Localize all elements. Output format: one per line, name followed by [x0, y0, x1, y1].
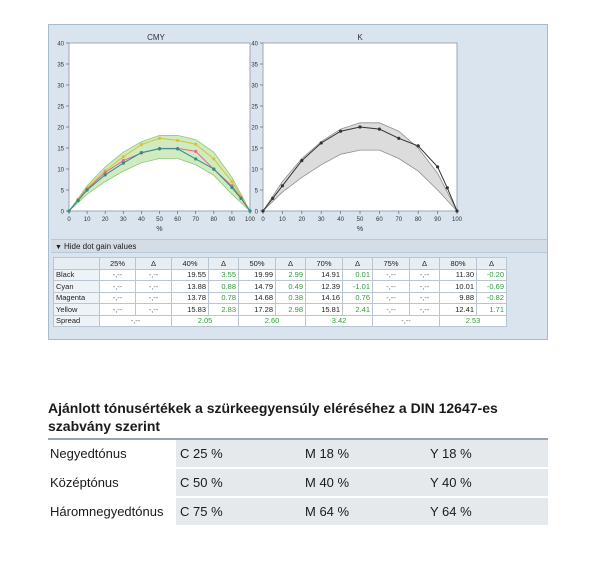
gain-cell: -,--	[410, 281, 440, 293]
k-chart-title: K	[357, 33, 363, 42]
triangle-down-icon: ▼	[55, 244, 62, 251]
gain-row-magenta	[54, 292, 507, 304]
k-x-axis-label: %	[356, 226, 364, 233]
cmy-x-tick-label: 0	[67, 217, 71, 223]
k-y-tick-label: 30	[251, 83, 258, 90]
tone-row	[48, 439, 548, 468]
cmy-x-tick-label: 10	[83, 217, 91, 223]
cmy-data-point	[76, 199, 79, 202]
gain-delta-cell: 3.55	[209, 269, 239, 281]
gain-cell: -,--	[410, 269, 440, 281]
gain-table-header-row	[54, 258, 507, 270]
k-data-point	[261, 209, 264, 212]
k-x-tick-label: 70	[395, 217, 403, 223]
k-x-tick-label: 0	[261, 217, 265, 223]
cmy-y-tick-label: 20	[57, 125, 64, 132]
gain-header-cell: 25%	[100, 258, 136, 270]
gain-cell: -,--	[100, 304, 136, 316]
row-label: Black	[54, 269, 100, 281]
gain-cell: -,--	[373, 281, 410, 293]
k-data-point	[320, 141, 323, 144]
k-y-tick-label: 10	[251, 167, 258, 174]
cmy-y-tick-label: 5	[60, 188, 64, 195]
k-chart	[251, 33, 462, 233]
spread-cell: -,--	[373, 315, 440, 327]
gain-delta-cell: 0.38	[276, 292, 306, 304]
gain-row-spread	[54, 315, 507, 327]
k-data-point	[397, 137, 400, 140]
gain-cell: 19.99	[239, 269, 276, 281]
tone-y: Y 64 %	[426, 497, 548, 526]
gain-header-cell: 70%	[306, 258, 343, 270]
cmy-y-tick-label: 10	[57, 167, 64, 174]
k-x-tick-label: 80	[414, 217, 422, 223]
k-x-tick-label: 100	[451, 217, 463, 223]
gain-cell: 11.30	[440, 269, 477, 281]
hide-dot-gain-toggle[interactable]	[51, 239, 547, 253]
gain-cell: 13.78	[172, 292, 209, 304]
gain-cell: -,--	[373, 269, 410, 281]
gain-cell: -,--	[100, 281, 136, 293]
tone-y: Y 18 %	[426, 439, 548, 468]
gain-header-cell: Δ	[136, 258, 172, 270]
gain-header-cell: Δ	[276, 258, 306, 270]
cmy-data-point	[86, 188, 89, 191]
row-label: Spread	[54, 315, 100, 327]
gain-delta-cell: 0.88	[209, 281, 239, 293]
cmy-data-point	[194, 150, 197, 153]
gain-cell: -,--	[136, 292, 172, 304]
k-data-point	[446, 186, 449, 189]
cmy-x-tick-label: 80	[210, 217, 218, 223]
tone-c: C 50 %	[176, 468, 301, 497]
cmy-data-point	[176, 139, 179, 142]
cmy-x-tick-label: 90	[228, 217, 236, 223]
tone-table	[48, 438, 548, 527]
gain-cell: -,--	[410, 304, 440, 316]
gain-row-cyan	[54, 281, 507, 293]
gain-delta-cell: 2.99	[276, 269, 306, 281]
k-data-point	[300, 159, 303, 162]
cmy-data-point	[67, 209, 70, 212]
k-data-point	[281, 184, 284, 187]
gain-header-cell	[54, 258, 100, 270]
k-x-tick-label: 60	[376, 217, 383, 223]
k-data-point	[378, 128, 381, 131]
gain-delta-cell: -0.69	[477, 281, 507, 293]
k-x-tick-label: 40	[337, 217, 344, 223]
gain-header-cell: 80%	[440, 258, 477, 270]
cmy-data-point	[230, 186, 233, 189]
dot-gain-panel	[48, 24, 548, 340]
k-y-tick-label: 20	[251, 125, 258, 132]
tone-c: C 75 %	[176, 497, 301, 526]
cmy-y-tick-label: 35	[57, 62, 64, 69]
gain-delta-cell: 0.01	[343, 269, 373, 281]
tone-m: M 18 %	[301, 439, 426, 468]
gain-cell: 10.01	[440, 281, 477, 293]
gain-delta-cell: -0.20	[477, 269, 507, 281]
gain-cell: -,--	[136, 304, 172, 316]
gain-cell: 14.91	[306, 269, 343, 281]
gain-header-cell: Δ	[209, 258, 239, 270]
cmy-data-point	[122, 162, 125, 165]
toggle-label: Hide dot gain values	[63, 242, 137, 251]
gain-cell: -,--	[136, 281, 172, 293]
gain-header-cell: Δ	[410, 258, 440, 270]
cmy-x-tick-label: 60	[174, 217, 181, 223]
gain-cell: 15.81	[306, 304, 343, 316]
tone-label: Negyedtónus	[48, 439, 176, 468]
cmy-y-tick-label: 30	[57, 83, 64, 90]
gain-cell: 13.88	[172, 281, 209, 293]
gain-delta-cell: -1.01	[343, 281, 373, 293]
cmy-data-point	[239, 197, 242, 200]
k-data-point	[455, 209, 458, 212]
row-label: Cyan	[54, 281, 100, 293]
cmy-y-tick-label: 0	[60, 209, 64, 216]
spread-cell: 3.42	[306, 315, 373, 327]
cmy-data-point	[104, 173, 107, 176]
spread-cell: 2.60	[239, 315, 306, 327]
gain-delta-cell: 1.71	[477, 304, 507, 316]
gain-cell: -,--	[373, 292, 410, 304]
cmy-data-point	[122, 155, 125, 158]
gain-cell: 17.28	[239, 304, 276, 316]
cmy-data-point	[194, 143, 197, 146]
cmy-data-point	[194, 157, 197, 160]
cmy-x-tick-label: 30	[119, 217, 127, 223]
dot-gain-charts	[49, 25, 549, 237]
cmy-y-tick-label: 25	[57, 104, 64, 111]
gain-cell: 12.39	[306, 281, 343, 293]
k-data-point	[436, 165, 439, 168]
gain-cell: -,--	[100, 269, 136, 281]
dot-gain-table	[53, 257, 507, 327]
k-x-tick-label: 10	[279, 217, 286, 223]
gain-delta-cell: 2.98	[276, 304, 306, 316]
cmy-y-tick-label: 15	[57, 146, 64, 153]
cmy-x-tick-label: 50	[156, 217, 163, 223]
cmy-data-point	[158, 137, 161, 140]
row-label: Yellow	[54, 304, 100, 316]
gain-cell: 9.88	[440, 292, 477, 304]
gain-cell: -,--	[136, 269, 172, 281]
k-data-point	[271, 197, 274, 200]
gain-cell: 19.55	[172, 269, 209, 281]
cmy-chart-title: CMY	[147, 33, 165, 42]
cmy-data-point	[176, 147, 179, 150]
gain-cell: -,--	[100, 292, 136, 304]
gain-delta-cell: 0.49	[276, 281, 306, 293]
tone-label: Háromnegyedtónus	[48, 497, 176, 526]
cmy-data-point	[158, 147, 161, 150]
k-data-point	[417, 144, 420, 147]
gain-header-cell: 40%	[172, 258, 209, 270]
gain-cell: 12.41	[440, 304, 477, 316]
gain-delta-cell: 2.41	[343, 304, 373, 316]
tone-c: C 25 %	[176, 439, 301, 468]
k-y-tick-label: 15	[251, 146, 258, 153]
tone-m: M 40 %	[301, 468, 426, 497]
k-y-tick-label: 40	[251, 41, 258, 48]
gain-delta-cell: -0.82	[477, 292, 507, 304]
tone-row	[48, 497, 548, 526]
k-x-tick-label: 30	[317, 217, 325, 223]
cmy-data-point	[140, 151, 143, 154]
k-data-point	[339, 130, 342, 133]
k-x-tick-label: 50	[356, 217, 364, 223]
gain-cell: -,--	[373, 304, 410, 316]
cmy-x-tick-label: 20	[101, 217, 109, 223]
cmy-x-tick-label: 40	[138, 217, 145, 223]
k-x-tick-label: 90	[434, 217, 441, 223]
gain-cell: -,--	[410, 292, 440, 304]
cmy-chart	[57, 33, 255, 233]
cmy-data-point	[212, 167, 215, 170]
gain-header-cell: Δ	[477, 258, 507, 270]
gain-delta-cell: 0.78	[209, 292, 239, 304]
gain-cell: 14.68	[239, 292, 276, 304]
gain-header-cell: Δ	[343, 258, 373, 270]
spread-cell: -,--	[100, 315, 172, 327]
cmy-x-tick-label: 70	[192, 217, 200, 223]
spread-cell: 2.05	[172, 315, 239, 327]
cmy-x-tick-label: 100	[244, 217, 256, 223]
cmy-data-point	[248, 209, 251, 212]
tone-row	[48, 468, 548, 497]
gain-delta-cell: 0.76	[343, 292, 373, 304]
gain-header-cell: 50%	[239, 258, 276, 270]
row-label: Magenta	[54, 292, 100, 304]
gain-row-black	[54, 269, 507, 281]
gain-table-body	[54, 269, 507, 327]
gain-cell: 14.79	[239, 281, 276, 293]
gain-cell: 14.16	[306, 292, 343, 304]
k-y-tick-label: 25	[251, 104, 258, 111]
k-data-point	[358, 125, 361, 128]
cmy-data-point	[230, 180, 233, 183]
gain-delta-cell: 2.83	[209, 304, 239, 316]
tone-m: M 64 %	[301, 497, 426, 526]
k-x-tick-label: 20	[298, 217, 306, 223]
cmy-x-axis-label: %	[156, 226, 163, 233]
tone-caption: Ajánlott tónusértékek a szürkeegyensúly eléréséhez a DIN 12647-es szabvány szerint	[48, 400, 498, 434]
gain-cell: 15.83	[172, 304, 209, 316]
k-y-tick-label: 0	[254, 209, 258, 216]
tone-y: Y 40 %	[426, 468, 548, 497]
tone-label: Középtónus	[48, 468, 176, 497]
gain-header-cell: 75%	[373, 258, 410, 270]
k-y-tick-label: 35	[251, 62, 258, 69]
cmy-data-point	[140, 143, 143, 146]
spread-cell: 2.53	[440, 315, 507, 327]
k-y-tick-label: 5	[254, 188, 258, 195]
gain-row-yellow	[54, 304, 507, 316]
cmy-y-tick-label: 40	[57, 41, 64, 48]
cmy-data-point	[212, 157, 215, 160]
